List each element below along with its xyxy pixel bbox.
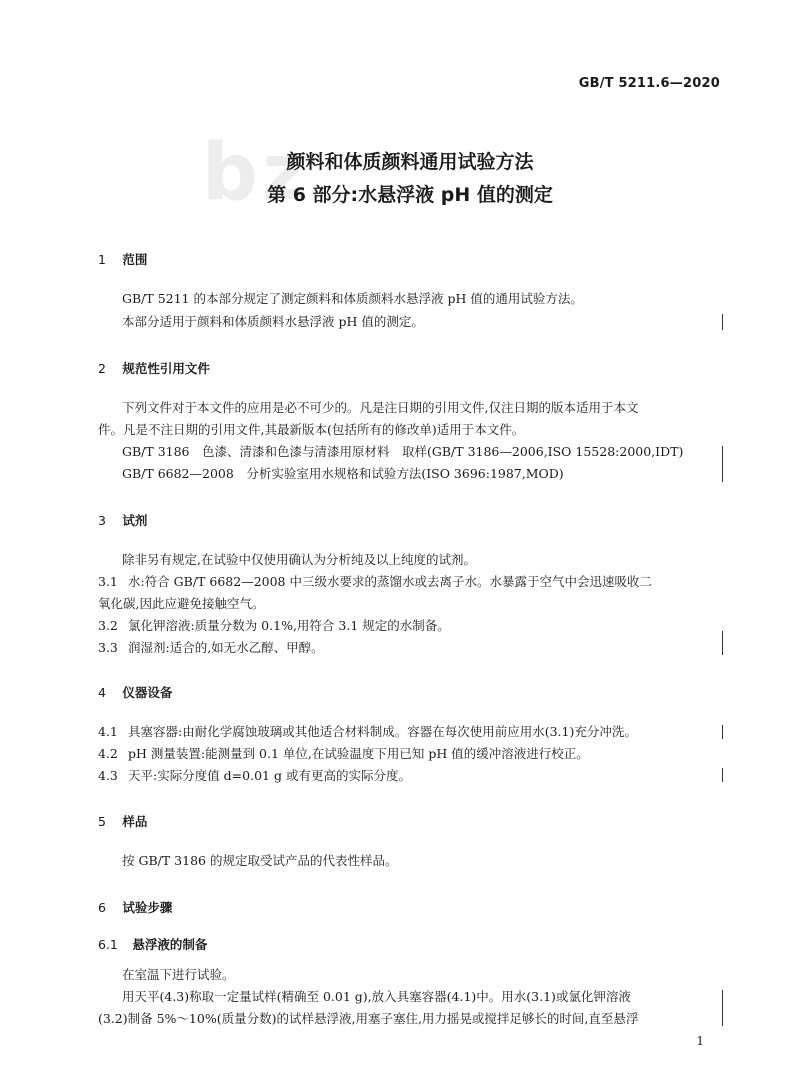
change-bar [722, 990, 723, 1026]
clause-number: 3.1 [98, 574, 118, 589]
section-number: 4 [98, 685, 106, 700]
change-bar [722, 725, 723, 739]
clause-number: 4.1 [98, 724, 118, 739]
change-bar [722, 768, 723, 782]
document-title-line2: 第 6 部分:水悬浮液 pH 值的测定 [267, 184, 553, 206]
subsection-title: 悬浮液的制备 [132, 937, 208, 952]
clause-text: 天平:实际分度值 d=0.01 g 或有更高的实际分度。 [128, 768, 411, 783]
document-title-line1: 颜料和体质颜料通用试验方法 [286, 151, 534, 173]
clause-4-1 [98, 721, 637, 743]
section-number: 1 [98, 252, 106, 267]
paragraph: 下列文件对于本文件的应用是必不可少的。凡是注日期的引用文件,仅注日期的版本适用于本文 [122, 400, 639, 415]
clause-text: 润湿剂:适合的,如无水乙醇、甲醇。 [128, 640, 324, 655]
section-title: 范围 [122, 252, 148, 267]
paragraph: (3.2)制备 5%～10%(质量分数)的试样悬浮液,用塞子塞住,用力摇晃或搅拌足够长的时间,直至悬浮 [98, 1011, 639, 1026]
section-number: 5 [98, 814, 106, 829]
subsection-heading-6-1 [98, 935, 207, 953]
change-bar [722, 446, 723, 482]
clause-number: 4.3 [98, 768, 118, 783]
clause-text: pH 测量装置:能测量到 0.1 单位,在试验温度下用已知 pH 值的缓冲溶液进行校正。 [128, 746, 589, 761]
section-title: 试验步骤 [122, 900, 173, 915]
clause-text: 具塞容器:由耐化学腐蚀玻璃或其他适合材料制成。容器在每次使用前应用水(3.1)充分冲洗。 [128, 724, 637, 739]
section-heading-1 [98, 250, 147, 268]
paragraph: 除非另有规定,在试验中仅使用确认为分析纯及以上纯度的试剂。 [122, 552, 476, 567]
paragraph: 本部分适用于颜料和体质颜料水悬浮液 pH 值的测定。 [122, 314, 424, 329]
section-heading-2 [98, 359, 210, 377]
clause-continuation: 氧化碳,因此应避免接触空气。 [98, 596, 265, 611]
page-number: 1 [696, 1034, 704, 1048]
section-number: 3 [98, 513, 106, 528]
change-bar [722, 314, 723, 330]
normative-reference: GB/T 3186 色漆、清漆和色漆与清漆用原材料 取样(GB/T 3186—2006,ISO 15528:2000,IDT) [122, 444, 684, 459]
section-title: 仪器设备 [122, 685, 173, 700]
paragraph: 件。凡是不注日期的引用文件,其最新版本(包括所有的修改单)适用于本文件。 [98, 422, 525, 437]
clause-number: 3.2 [98, 618, 118, 633]
paragraph: GB/T 5211 的本部分规定了测定颜料和体质颜料水悬浮液 pH 值的通用试验方法。 [122, 291, 583, 306]
clause-3-1 [98, 571, 652, 593]
watermark-logo: bz [202, 128, 312, 218]
paragraph: 按 GB/T 3186 的规定取受试产品的代表性样品。 [122, 853, 398, 868]
section-heading-3 [98, 511, 147, 529]
clause-text: 氯化钾溶液:质量分数为 0.1%,用符合 3.1 规定的水制备。 [128, 618, 450, 633]
clause-3-2 [98, 615, 450, 637]
change-bar [722, 631, 723, 655]
subsection-number: 6.1 [98, 937, 118, 952]
clause-3-3 [98, 637, 324, 659]
section-title: 试剂 [122, 513, 148, 528]
clause-text: 水:符合 GB/T 6682—2008 中三级水要求的蒸馏水或去离子水。水暴露于空气中会迅速吸收二 [128, 574, 652, 589]
section-heading-6 [98, 898, 172, 916]
section-number: 6 [98, 900, 106, 915]
section-heading-4 [98, 683, 172, 701]
section-title: 样品 [122, 814, 148, 829]
section-heading-5 [98, 812, 147, 830]
section-number: 2 [98, 361, 106, 376]
paragraph: 用天平(4.3)称取一定量试样(精确至 0.01 g),放入具塞容器(4.1)中。用水(3.1)或氯化钾溶液 [122, 989, 631, 1004]
clause-number: 3.3 [98, 640, 118, 655]
section-title: 规范性引用文件 [122, 361, 210, 376]
clause-4-2 [98, 743, 589, 765]
normative-reference: GB/T 6682—2008 分析实验室用水规格和试验方法(ISO 3696:1987,MOD) [122, 466, 564, 481]
paragraph: 在室温下进行试验。 [122, 967, 235, 982]
standard-number: GB/T 5211.6—2020 [578, 76, 720, 91]
clause-4-3 [98, 765, 411, 787]
clause-number: 4.2 [98, 746, 118, 761]
